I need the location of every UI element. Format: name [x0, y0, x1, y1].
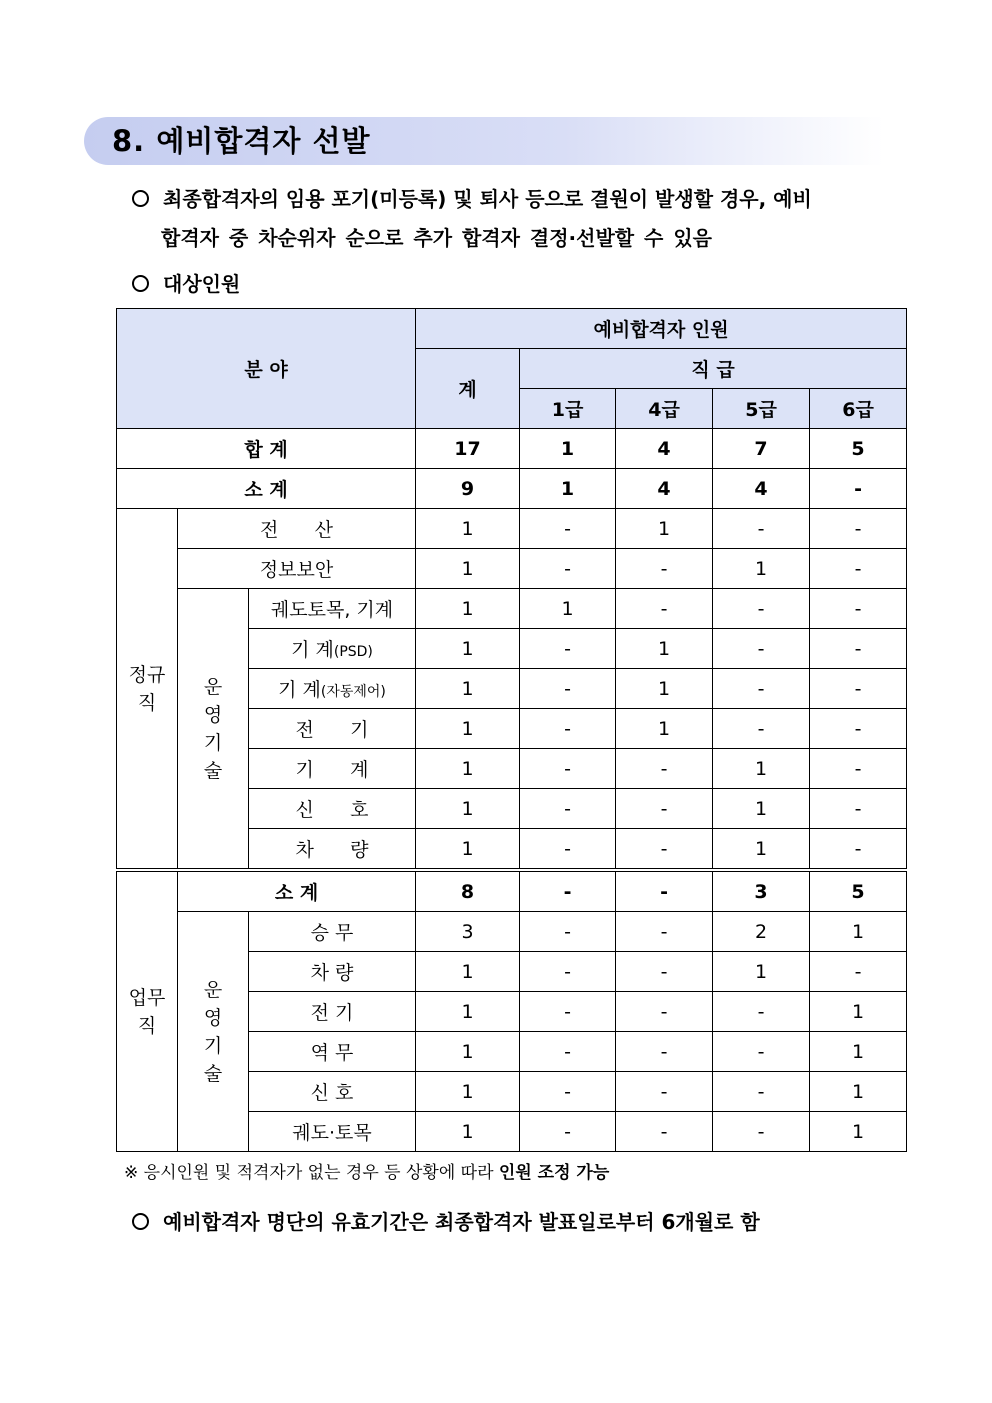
table-row [117, 509, 907, 549]
cell-grade1: - [520, 829, 616, 871]
cell-grade4: - [616, 1112, 713, 1152]
header-grade-1: 1급 [520, 389, 616, 429]
cell-grade6: - [810, 509, 907, 549]
cell-grade4: - [616, 870, 713, 912]
cell-total: 1 [416, 549, 520, 589]
cell-grade5: - [713, 589, 810, 629]
cell-total: 17 [416, 429, 520, 469]
section-title: 예비합격자 선발 [156, 124, 371, 158]
cell-total: 1 [416, 829, 520, 871]
cell-grade6: - [810, 469, 907, 509]
circle-bullet-icon [132, 1213, 149, 1230]
cell-grade5: - [713, 629, 810, 669]
row-label-suffix: (자동제어) [320, 684, 386, 700]
header-field: 분 야 [117, 309, 416, 429]
row-label: 전 기 [249, 709, 416, 749]
cell-grade6: 1 [810, 1032, 907, 1072]
cell-grade1: - [520, 1032, 616, 1072]
cell-grade1: - [520, 549, 616, 589]
cell-grade6: - [810, 709, 907, 749]
table-row-regular-subtotal [117, 469, 907, 509]
header-grade-5: 5급 [713, 389, 810, 429]
cell-grade1: - [520, 1112, 616, 1152]
cell-total: 1 [416, 952, 520, 992]
cell-grade1: - [520, 709, 616, 749]
header-grade: 직 급 [520, 349, 907, 389]
cell-total: 1 [416, 1072, 520, 1112]
cell-grade1: - [520, 912, 616, 952]
cell-grade4: - [616, 589, 713, 629]
row-label: 역 무 [249, 1032, 416, 1072]
cell-total: 9 [416, 469, 520, 509]
cell-total: 1 [416, 789, 520, 829]
section-heading [112, 121, 371, 161]
cell-grade6: - [810, 749, 907, 789]
row-label: 합 계 [117, 429, 416, 469]
row-label: 궤도·토목 [249, 1112, 416, 1152]
bullet-target-label: 대상인원 [163, 272, 241, 296]
cell-grade5: 3 [713, 870, 810, 912]
cell-grade4: - [616, 789, 713, 829]
cell-grade6: 1 [810, 1072, 907, 1112]
note-emphasis: 인원 조정 가능 [498, 1163, 610, 1183]
cell-total: 1 [416, 669, 520, 709]
cell-grade5: 1 [713, 789, 810, 829]
row-label-text: 기 계 [291, 639, 334, 661]
cell-grade4: - [616, 912, 713, 952]
row-label: 신 호 [249, 1072, 416, 1112]
cell-grade6: 1 [810, 1112, 907, 1152]
row-label: 전 산 [178, 509, 416, 549]
cell-grade5: 4 [713, 469, 810, 509]
cell-total: 1 [416, 992, 520, 1032]
table-row [117, 589, 907, 629]
cell-grade5: 1 [713, 549, 810, 589]
cell-total: 1 [416, 1112, 520, 1152]
cell-total: 1 [416, 589, 520, 629]
group-label-business: 업무 직 [117, 870, 178, 1152]
cell-grade4: - [616, 992, 713, 1032]
cell-grade1: - [520, 669, 616, 709]
cell-grade4: 1 [616, 629, 713, 669]
bullet-validity-text: 예비합격자 명단의 유효기간은 최종합격자 발표일로부터 6개월로 함 [163, 1210, 760, 1234]
cell-grade1: - [520, 509, 616, 549]
bullet-recruit-policy [132, 184, 812, 214]
cell-grade1: - [520, 870, 616, 912]
cell-grade6: 1 [810, 912, 907, 952]
cell-grade1: - [520, 1072, 616, 1112]
table-row [117, 549, 907, 589]
cell-grade5: - [713, 1072, 810, 1112]
row-label-suffix: (PSD) [333, 644, 373, 660]
cell-total: 1 [416, 749, 520, 789]
circle-bullet-icon [132, 275, 149, 292]
cell-grade6: - [810, 952, 907, 992]
cell-grade4: - [616, 1072, 713, 1112]
cell-grade4: 4 [616, 429, 713, 469]
cell-grade5: 2 [713, 912, 810, 952]
cell-total: 1 [416, 629, 520, 669]
cell-grade6: - [810, 789, 907, 829]
cell-grade6: 5 [810, 429, 907, 469]
row-label: 기 계 [249, 749, 416, 789]
row-label-text: 기 계 [278, 679, 321, 701]
group-label-regular: 정규 직 [117, 509, 178, 871]
cell-grade4: 1 [616, 669, 713, 709]
cell-grade1: 1 [520, 429, 616, 469]
table-header-row-1 [117, 309, 907, 349]
cell-grade1: 1 [520, 589, 616, 629]
cell-grade5: 7 [713, 429, 810, 469]
circle-bullet-icon [132, 190, 149, 207]
cell-grade6: - [810, 669, 907, 709]
cell-grade6: 1 [810, 992, 907, 1032]
cell-grade5: - [713, 992, 810, 1032]
cell-grade6: - [810, 589, 907, 629]
row-label: 승 무 [249, 912, 416, 952]
table-row-grand-total [117, 429, 907, 469]
reserve-table [116, 308, 907, 1152]
row-label [249, 669, 416, 709]
table-row-business-subtotal [117, 870, 907, 912]
row-label: 정보보안 [178, 549, 416, 589]
row-label: 전 기 [249, 992, 416, 1032]
cell-total: 1 [416, 709, 520, 749]
table-note [124, 1160, 609, 1186]
cell-grade6: - [810, 549, 907, 589]
cell-grade1: - [520, 749, 616, 789]
row-label: 소 계 [117, 469, 416, 509]
cell-grade6: - [810, 629, 907, 669]
cell-grade1: 1 [520, 469, 616, 509]
cell-total: 8 [416, 870, 520, 912]
header-grade-6: 6급 [810, 389, 907, 429]
cell-grade5: - [713, 669, 810, 709]
cell-grade4: - [616, 952, 713, 992]
ops-label-business: 운 영 기 술 [178, 912, 249, 1152]
cell-grade4: - [616, 549, 713, 589]
row-label: 차 량 [249, 952, 416, 992]
bullet-target-count [132, 269, 240, 299]
cell-grade5: 1 [713, 952, 810, 992]
bullet-text-line1: 최종합격자의 임용 포기(미등록) 및 퇴사 등으로 결원이 발생할 경우, 예비 [163, 187, 812, 211]
table-row [117, 912, 907, 952]
row-label: 차 량 [249, 829, 416, 871]
section-number: 8. [112, 124, 146, 158]
cell-grade5: - [713, 509, 810, 549]
cell-grade4: 1 [616, 509, 713, 549]
bullet-text-line2: 합격자 중 차순위자 순으로 추가 합격자 결정·선발할 수 있음 [161, 226, 712, 250]
cell-grade1: - [520, 789, 616, 829]
cell-grade4: - [616, 749, 713, 789]
note-text: ※ 응시인원 및 적격자가 없는 경우 등 상황에 따라 [124, 1163, 499, 1183]
bullet-validity [132, 1207, 760, 1237]
cell-grade1: - [520, 629, 616, 669]
ops-label-regular: 운 영 기 술 [178, 589, 249, 871]
row-label [249, 629, 416, 669]
cell-grade1: - [520, 992, 616, 1032]
cell-grade4: - [616, 1032, 713, 1072]
cell-grade6: - [810, 829, 907, 871]
cell-grade5: - [713, 1032, 810, 1072]
cell-grade5: 1 [713, 749, 810, 789]
row-label: 소 계 [178, 870, 416, 912]
cell-grade4: 1 [616, 709, 713, 749]
cell-grade5: - [713, 709, 810, 749]
cell-grade4: - [616, 829, 713, 871]
cell-total: 3 [416, 912, 520, 952]
cell-total: 1 [416, 1032, 520, 1072]
cell-grade4: 4 [616, 469, 713, 509]
row-label [249, 589, 416, 629]
cell-grade5: 1 [713, 829, 810, 871]
header-grade-4: 4급 [616, 389, 713, 429]
cell-grade1: - [520, 952, 616, 992]
header-group: 예비합격자 인원 [416, 309, 907, 349]
row-label-text: 궤도토목, 기계 [270, 599, 394, 621]
cell-total: 1 [416, 509, 520, 549]
header-total: 계 [416, 349, 520, 429]
row-label: 신 호 [249, 789, 416, 829]
cell-grade5: - [713, 1112, 810, 1152]
cell-grade6: 5 [810, 870, 907, 912]
